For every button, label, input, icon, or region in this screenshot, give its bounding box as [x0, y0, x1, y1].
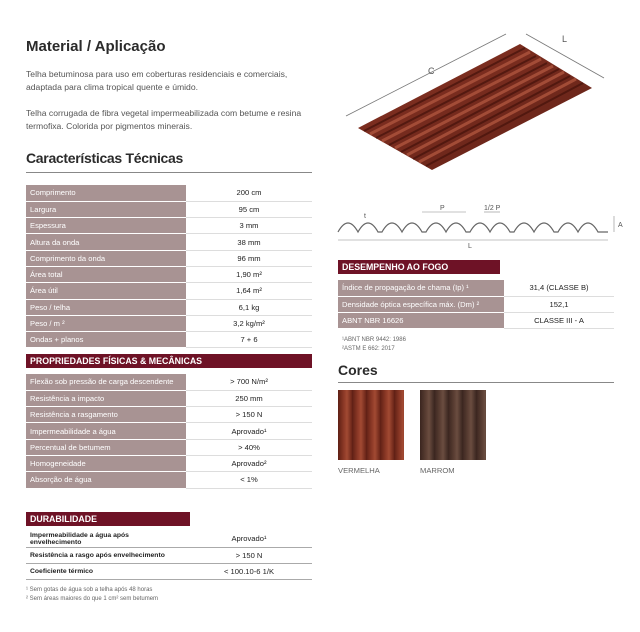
table-row: Resistência a rasgamento > 150 N — [26, 407, 312, 423]
tech-title: Características Técnicas — [26, 150, 184, 166]
table-row: Absorção de água < 1% — [26, 472, 312, 488]
table-row: Flexão sob pressão de carga descendente > 700 N/m² — [26, 374, 312, 390]
label-l2: L — [468, 243, 472, 250]
material-paragraph-1: Telha betuminosa para uso em coberturas residenciais e comerciais, adaptada para clima tropical quente e úmido. — [26, 69, 288, 92]
colors-divider — [338, 382, 614, 383]
table-row: ABNT NBR 16626 CLASSE III - A — [338, 313, 614, 329]
fire-table — [338, 280, 614, 329]
props-title-bar: PROPRIEDADES FÍSICAS & MECÂNICAS — [26, 354, 312, 368]
label-p: P — [440, 205, 445, 212]
label-t: t — [364, 213, 366, 220]
table-row: Índice de propagação de chama (Ip) ¹ 31,4 (CLASSE B) — [338, 280, 614, 296]
table-row: Peso / m ² 3,2 kg/m² — [26, 315, 312, 331]
table-row: Largura 95 cm — [26, 201, 312, 217]
table-row: Comprimento 200 cm — [26, 185, 312, 201]
label-half-p: 1/2 P — [484, 205, 501, 212]
table-row: Resistência a impacto 250 mm — [26, 390, 312, 406]
colors-title: Cores — [338, 362, 378, 378]
table-row: Coeficiente térmico < 100.10-6 1/K — [26, 564, 312, 580]
swatch-marrom — [420, 390, 486, 460]
table-row: Peso / telha 6,1 kg — [26, 299, 312, 315]
label-c: C — [428, 66, 435, 76]
material-title: Material / Aplicação — [26, 38, 166, 55]
roof-sheet-illustration — [340, 30, 612, 180]
durability-title-bar: DURABILIDADE — [26, 512, 190, 526]
table-row: Área útil 1,64 m² — [26, 283, 312, 299]
table-row: Densidade óptica específica máx. (Dm) ² 152,1 — [338, 296, 614, 312]
table-row: Impermeabilidade a água Aprovado¹ — [26, 423, 312, 439]
tech-divider — [26, 172, 312, 173]
tech-table — [26, 185, 312, 348]
swatch-label-marrom: MARROM — [420, 466, 455, 475]
table-row: Altura da onda 38 mm — [26, 234, 312, 250]
durability-footnote-1: ¹ Sem gotas de água sob a telha após 48 horas — [26, 587, 153, 593]
durability-footnote-2: ² Sem áreas maiores do que 1 cm² sem betumem — [26, 596, 159, 602]
fire-footnote-2: ²ASTM E 662: 2017 — [342, 346, 395, 352]
props-table — [26, 374, 312, 489]
table-row: Percentual de betumem > 40% — [26, 439, 312, 455]
fire-title-bar: DESEMPENHO AO FOGO — [338, 260, 500, 274]
cross-section-diagram — [334, 200, 630, 250]
label-l: L — [562, 34, 568, 44]
durability-table — [26, 531, 312, 580]
table-row: Impermeabilidade a água após envelhecimento Aprovado¹ — [26, 531, 312, 547]
table-row: Espessura 3 mm — [26, 218, 312, 234]
label-a: A — [618, 222, 623, 229]
table-row: Homogeneidade Aprovado² — [26, 455, 312, 471]
material-paragraph-2: Telha corrugada de fibra vegetal impermeabilizada com betume e resina termofixa. Colorida por pigmentos minerais. — [26, 108, 302, 131]
table-row: Ondas + planos 7 + 6 — [26, 332, 312, 348]
wave-profile — [338, 223, 608, 232]
swatch-label-vermelha: VERMELHA — [338, 466, 380, 475]
swatch-vermelha — [338, 390, 404, 460]
table-row: Área total 1,90 m² — [26, 266, 312, 282]
fire-footnote-1: ¹ABNT NBR 9442: 1986 — [342, 337, 406, 343]
table-row: Comprimento da onda 96 mm — [26, 250, 312, 266]
table-row: Resistência a rasgo após envelhecimento > 150 N — [26, 547, 312, 563]
